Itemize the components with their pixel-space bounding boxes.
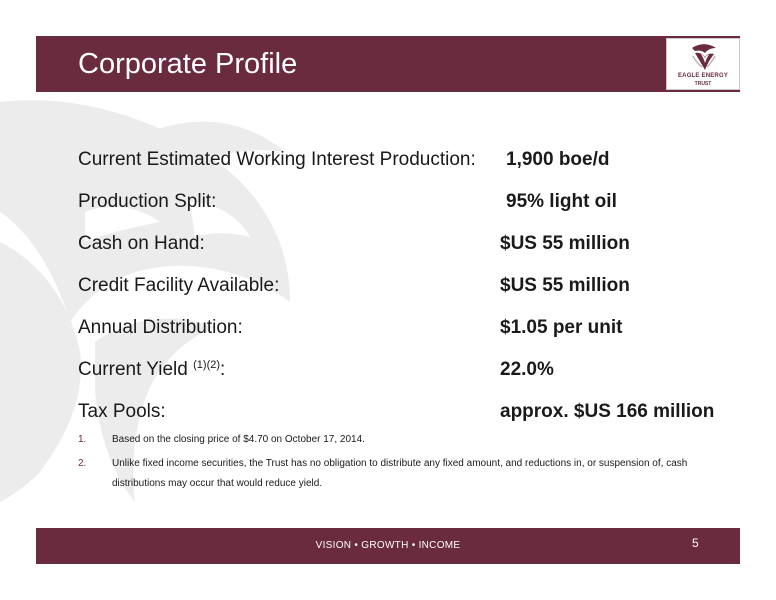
row-label: Production Split: [78,191,217,212]
yield-colon: : [220,359,226,380]
footnote-text: Based on the closing price of $4.70 on October 17, 2014. [112,434,365,445]
title-bar [36,36,740,92]
logo-subtitle: TRUST [694,81,712,87]
footnote-item [78,430,718,450]
row-value: $1.05 per unit [500,317,623,338]
row-value: $US 55 million [500,233,630,254]
yield-footnote-ref: (1)(2) [193,359,221,371]
page-number: 5 [692,536,699,550]
footnote-text: Unlike fixed income securities, the Trust has no obligation to distribute any fixed amount, and reductions in, or suspension of, cash distributions may occur that would reduce yield. [112,458,688,489]
page-title: Corporate Profile [78,48,298,80]
logo-name: EAGLE ENERGY [677,73,729,79]
row-value: 95% light oil [506,191,617,212]
row-value: approx. $US 166 million [500,401,715,422]
row-label: Tax Pools: [78,401,166,422]
row-label: Credit Facility Available: [78,275,280,296]
eagle-icon [689,42,719,72]
footnote-number: 1. [78,434,87,445]
row-label: Cash on Hand: [78,233,205,254]
row-label: Current Estimated Working Interest Production: [78,149,476,170]
footer-bar [36,528,740,564]
footnote-item [78,454,718,494]
row-label: Annual Distribution: [78,317,243,338]
yield-label: Current Yield [78,359,188,380]
row-value: 22.0% [500,359,554,380]
row-value: $US 55 million [500,275,630,296]
row-value: 1,900 boe/d [506,149,610,170]
footnotes [78,430,718,498]
footer-tagline: VISION • GROWTH • INCOME [315,540,461,551]
footnote-number: 2. [78,458,87,469]
row-label [78,356,225,384]
company-logo [666,38,740,90]
